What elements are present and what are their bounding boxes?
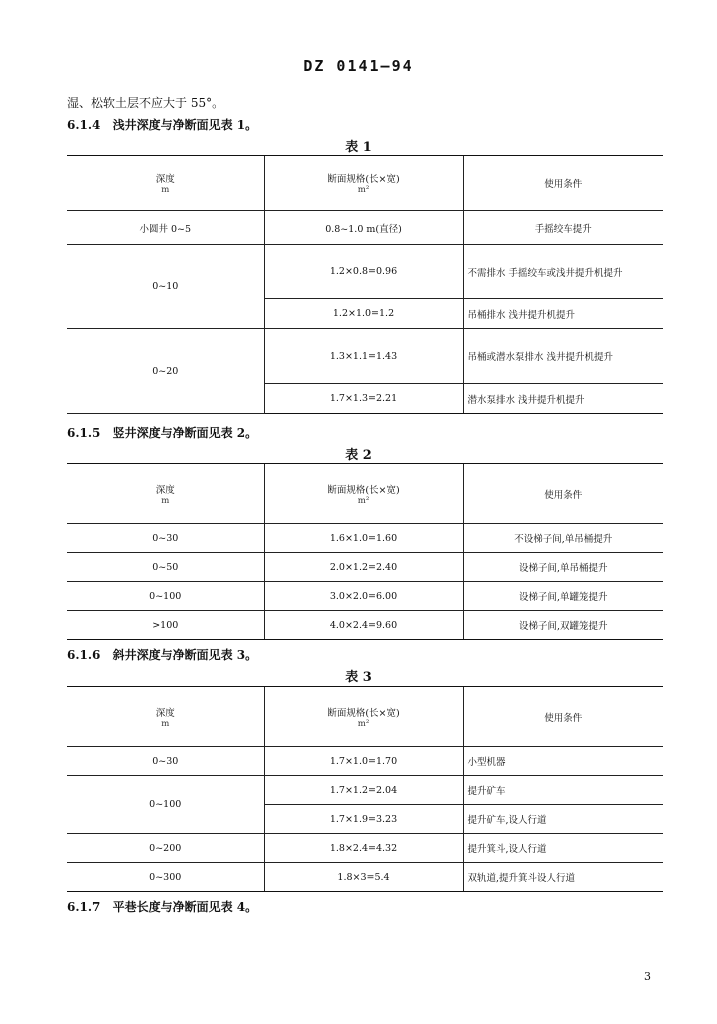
cell-condition: 提升矿车 [463, 776, 663, 805]
header-section: 断面规格(长×宽) m² [264, 464, 463, 524]
table-header-row [67, 687, 663, 747]
cell-condition: 小型机器 [463, 747, 663, 776]
section-6-1-6 [67, 646, 257, 663]
cell-section: 4.0×2.4=9.60 [264, 611, 463, 640]
table-row [67, 524, 663, 553]
cell-depth: 0~30 [67, 747, 264, 776]
cell-condition: 不需排水 手摇绞车或浅井提升机提升 [463, 245, 663, 299]
cell-condition: 潜水泵排水 浅井提升机提升 [463, 384, 663, 414]
cell-condition: 手摇绞车提升 [463, 211, 663, 245]
cell-section: 1.8×3=5.4 [264, 863, 463, 892]
section-6-1-7 [67, 898, 257, 915]
cell-condition: 提升箕斗,设人行道 [463, 834, 663, 863]
cell-condition: 设梯子间,单吊桶提升 [463, 553, 663, 582]
cell-section: 1.8×2.4=4.32 [264, 834, 463, 863]
cell-depth: 0~20 [67, 329, 264, 414]
section-text: 平巷长度与净断面见表 4。 [112, 900, 258, 914]
header-section: 断面规格(长×宽) m² [264, 156, 463, 211]
section-number: 6.1.4 [67, 118, 101, 132]
table-3 [67, 686, 663, 892]
table-row [67, 863, 663, 892]
table-row [67, 211, 663, 245]
header-condition: 使用条件 [463, 464, 663, 524]
header-depth: 深度 m [67, 687, 264, 747]
section-6-1-5 [67, 424, 257, 441]
table-2 [67, 463, 663, 640]
cell-section: 0.8~1.0 m(直径) [264, 211, 463, 245]
cell-section: 3.0×2.0=6.00 [264, 582, 463, 611]
table-row [67, 611, 663, 640]
document-header: DZ 0141—94 [303, 57, 414, 75]
table-row [67, 582, 663, 611]
cell-section: 1.7×1.0=1.70 [264, 747, 463, 776]
table-header-row [67, 464, 663, 524]
table3-caption: 表 3 [345, 670, 372, 685]
header-condition: 使用条件 [463, 687, 663, 747]
header-condition: 使用条件 [463, 156, 663, 211]
cell-section: 2.0×1.2=2.40 [264, 553, 463, 582]
table-header-row [67, 156, 663, 211]
cell-section: 1.2×0.8=0.96 [264, 245, 463, 299]
cell-section: 1.7×1.2=2.04 [264, 776, 463, 805]
cell-section: 1.7×1.3=2.21 [264, 384, 463, 414]
table-row [67, 553, 663, 582]
header-section: 断面规格(长×宽) m² [264, 687, 463, 747]
cell-depth: 0~10 [67, 245, 264, 329]
table-row [67, 245, 663, 299]
table-row [67, 776, 663, 805]
cell-condition: 设梯子间,双罐笼提升 [463, 611, 663, 640]
table-1 [67, 155, 663, 414]
cell-condition: 不设梯子间,单吊桶提升 [463, 524, 663, 553]
cell-condition: 吊桶排水 浅井提升机提升 [463, 299, 663, 329]
section-number: 6.1.6 [67, 648, 101, 662]
header-depth: 深度 m [67, 156, 264, 211]
section-6-1-4 [67, 116, 257, 133]
cell-section: 1.2×1.0=1.2 [264, 299, 463, 329]
cell-depth: 小圆井 0~5 [67, 211, 264, 245]
cell-section: 1.7×1.9=3.23 [264, 805, 463, 834]
table2-caption: 表 2 [345, 448, 372, 463]
cell-depth: 0~30 [67, 524, 264, 553]
cell-depth: 0~100 [67, 776, 264, 834]
cell-depth: 0~300 [67, 863, 264, 892]
table1-caption: 表 1 [345, 140, 372, 155]
table-row [67, 747, 663, 776]
cell-depth: 0~50 [67, 553, 264, 582]
cell-section: 1.3×1.1=1.43 [264, 329, 463, 384]
page-number: 3 [644, 970, 651, 983]
table-row [67, 329, 663, 384]
header-depth: 深度 m [67, 464, 264, 524]
cell-depth: 0~200 [67, 834, 264, 863]
cell-condition: 双轨道,提升箕斗设人行道 [463, 863, 663, 892]
section-text: 竖井深度与净断面见表 2。 [112, 426, 258, 440]
table-row [67, 834, 663, 863]
cell-depth: 0~100 [67, 582, 264, 611]
intro-line: 湿、松软土层不应大于 55°。 [67, 96, 225, 110]
section-number: 6.1.7 [67, 900, 101, 914]
section-text: 浅井深度与净断面见表 1。 [112, 118, 258, 132]
cell-section: 1.6×1.0=1.60 [264, 524, 463, 553]
cell-condition: 吊桶或潜水泵排水 浅井提升机提升 [463, 329, 663, 384]
cell-condition: 提升矿车,设人行道 [463, 805, 663, 834]
cell-depth: >100 [67, 611, 264, 640]
section-text: 斜井深度与净断面见表 3。 [112, 648, 258, 662]
cell-condition: 设梯子间,单罐笼提升 [463, 582, 663, 611]
section-number: 6.1.5 [67, 426, 101, 440]
